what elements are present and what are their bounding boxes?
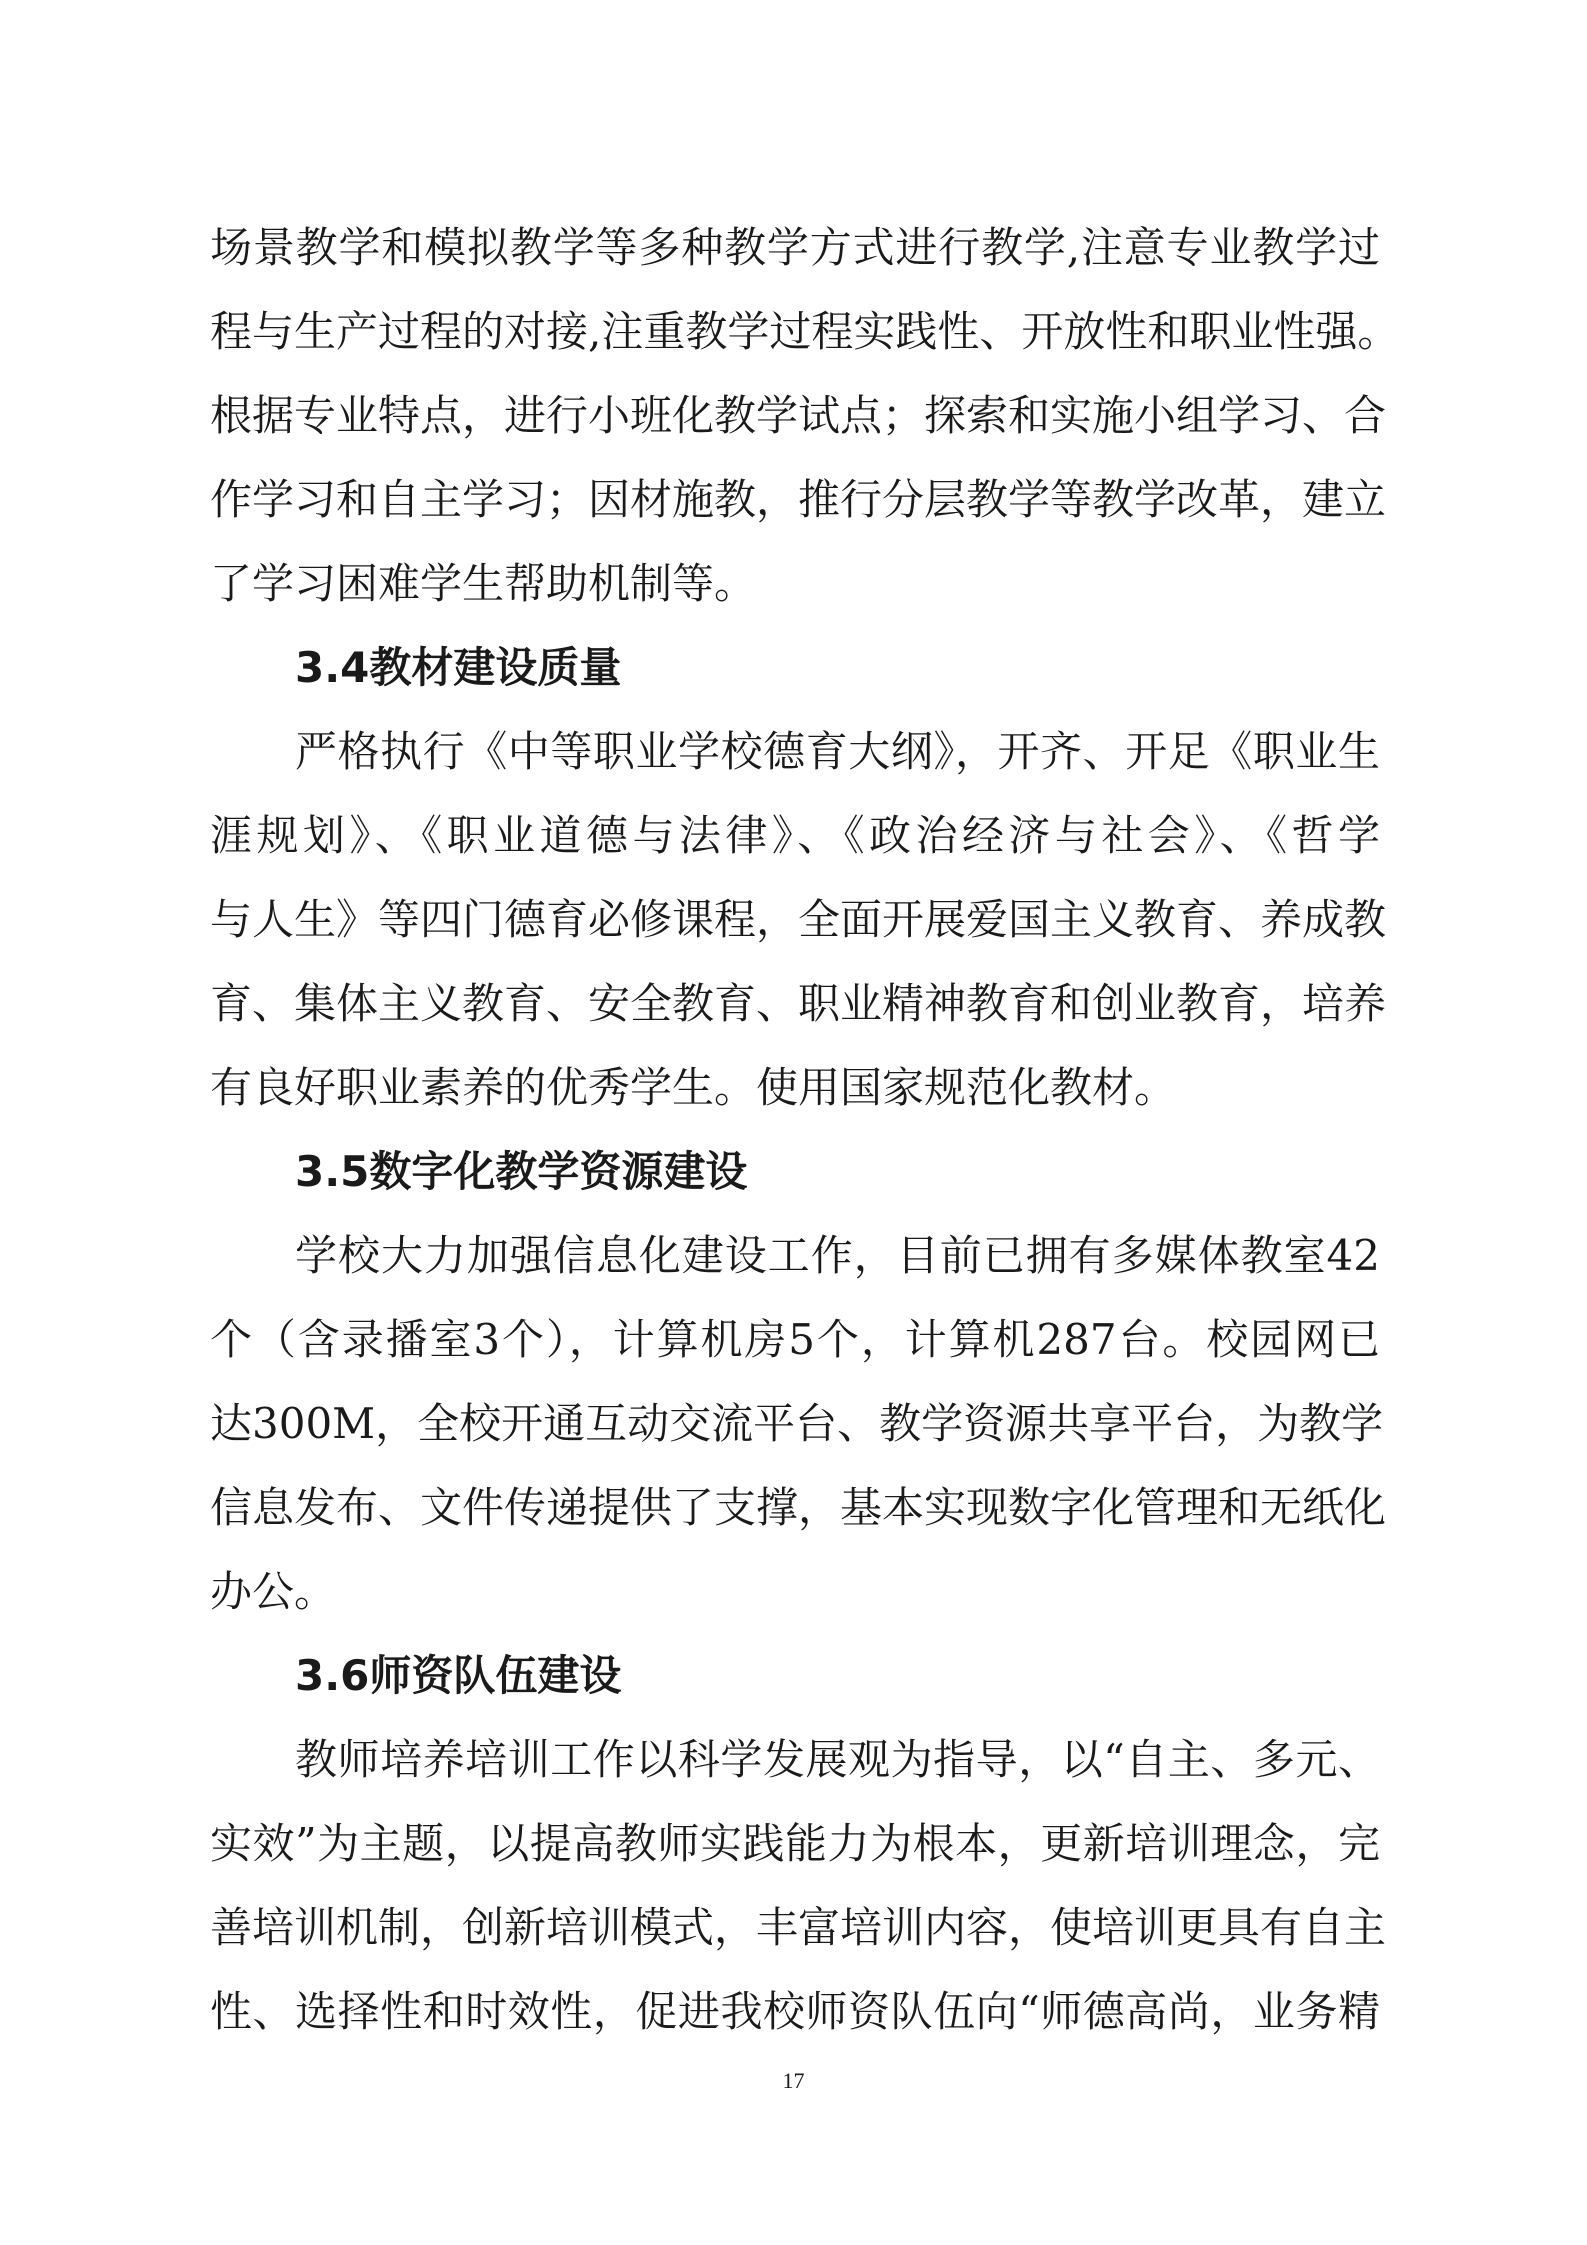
paragraph-line: 善培训机制，创新培训模式，丰富培训内容，使培训更具有自主: [210, 1903, 1387, 1952]
paragraph-line: 有良好职业素养的优秀学生。使用国家规范化教材。: [210, 1063, 1177, 1112]
paragraph-line: 办公。: [210, 1567, 337, 1616]
page-number: 17: [782, 2068, 805, 2093]
paragraph-line: 严格执行《中等职业学校德育大纲》，开齐、开足《职业生: [295, 727, 1380, 776]
paragraph-line: 信息发布、文件传递提供了支撑，基本实现数字化管理和无纸化: [210, 1483, 1387, 1532]
paragraph-line: 学校大力加强信息化建设工作，目前已拥有多媒体教室42: [295, 1231, 1380, 1280]
paragraph-line: 了学习困难学生帮助机制等。: [210, 559, 757, 608]
paragraph-line: 达300M，全校开通互动交流平台、教学资源共享平台，为教学: [210, 1399, 1384, 1448]
section-heading-3-6: 3.6师资队伍建设: [295, 1651, 622, 1700]
paragraph-line: 程与生产过程的对接,注重教学过程实践性、开放性和职业性强。: [210, 307, 1400, 356]
paragraph-line: 与人生》等四门德育必修课程，全面开展爱国主义教育、养成教: [210, 895, 1387, 944]
paragraph-line: 场景教学和模拟教学等多种教学方式进行教学,注意专业教学过: [210, 223, 1380, 272]
section-heading-3-4: 3.4教材建设质量: [295, 643, 622, 692]
paragraph-line: 个（含录播室3个），计算机房5个，计算机287台。校园网已: [210, 1315, 1380, 1364]
paragraph-line: 涯规划》、《职业道德与法律》、《政治经济与社会》、《哲学: [210, 811, 1380, 860]
section-heading-3-5: 3.5数字化教学资源建设: [295, 1147, 748, 1196]
paragraph-line: 作学习和自主学习；因材施教，推行分层教学等教学改革，建立: [210, 475, 1387, 524]
paragraph-line: 实效”为主题，以提高教师实践能力为根本，更新培训理念，完: [210, 1819, 1380, 1868]
paragraph-line: 根据专业特点，进行小班化教学试点；探索和实施小组学习、合: [210, 391, 1387, 440]
paragraph-line: 育、集体主义教育、安全教育、职业精神教育和创业教育，培养: [210, 979, 1387, 1028]
paragraph-line: 教师培养培训工作以科学发展观为指导，以“自主、多元、: [295, 1735, 1380, 1784]
paragraph-line: 性、选择性和时效性，促进我校师资队伍向“师德高尚，业务精: [210, 1987, 1380, 2036]
